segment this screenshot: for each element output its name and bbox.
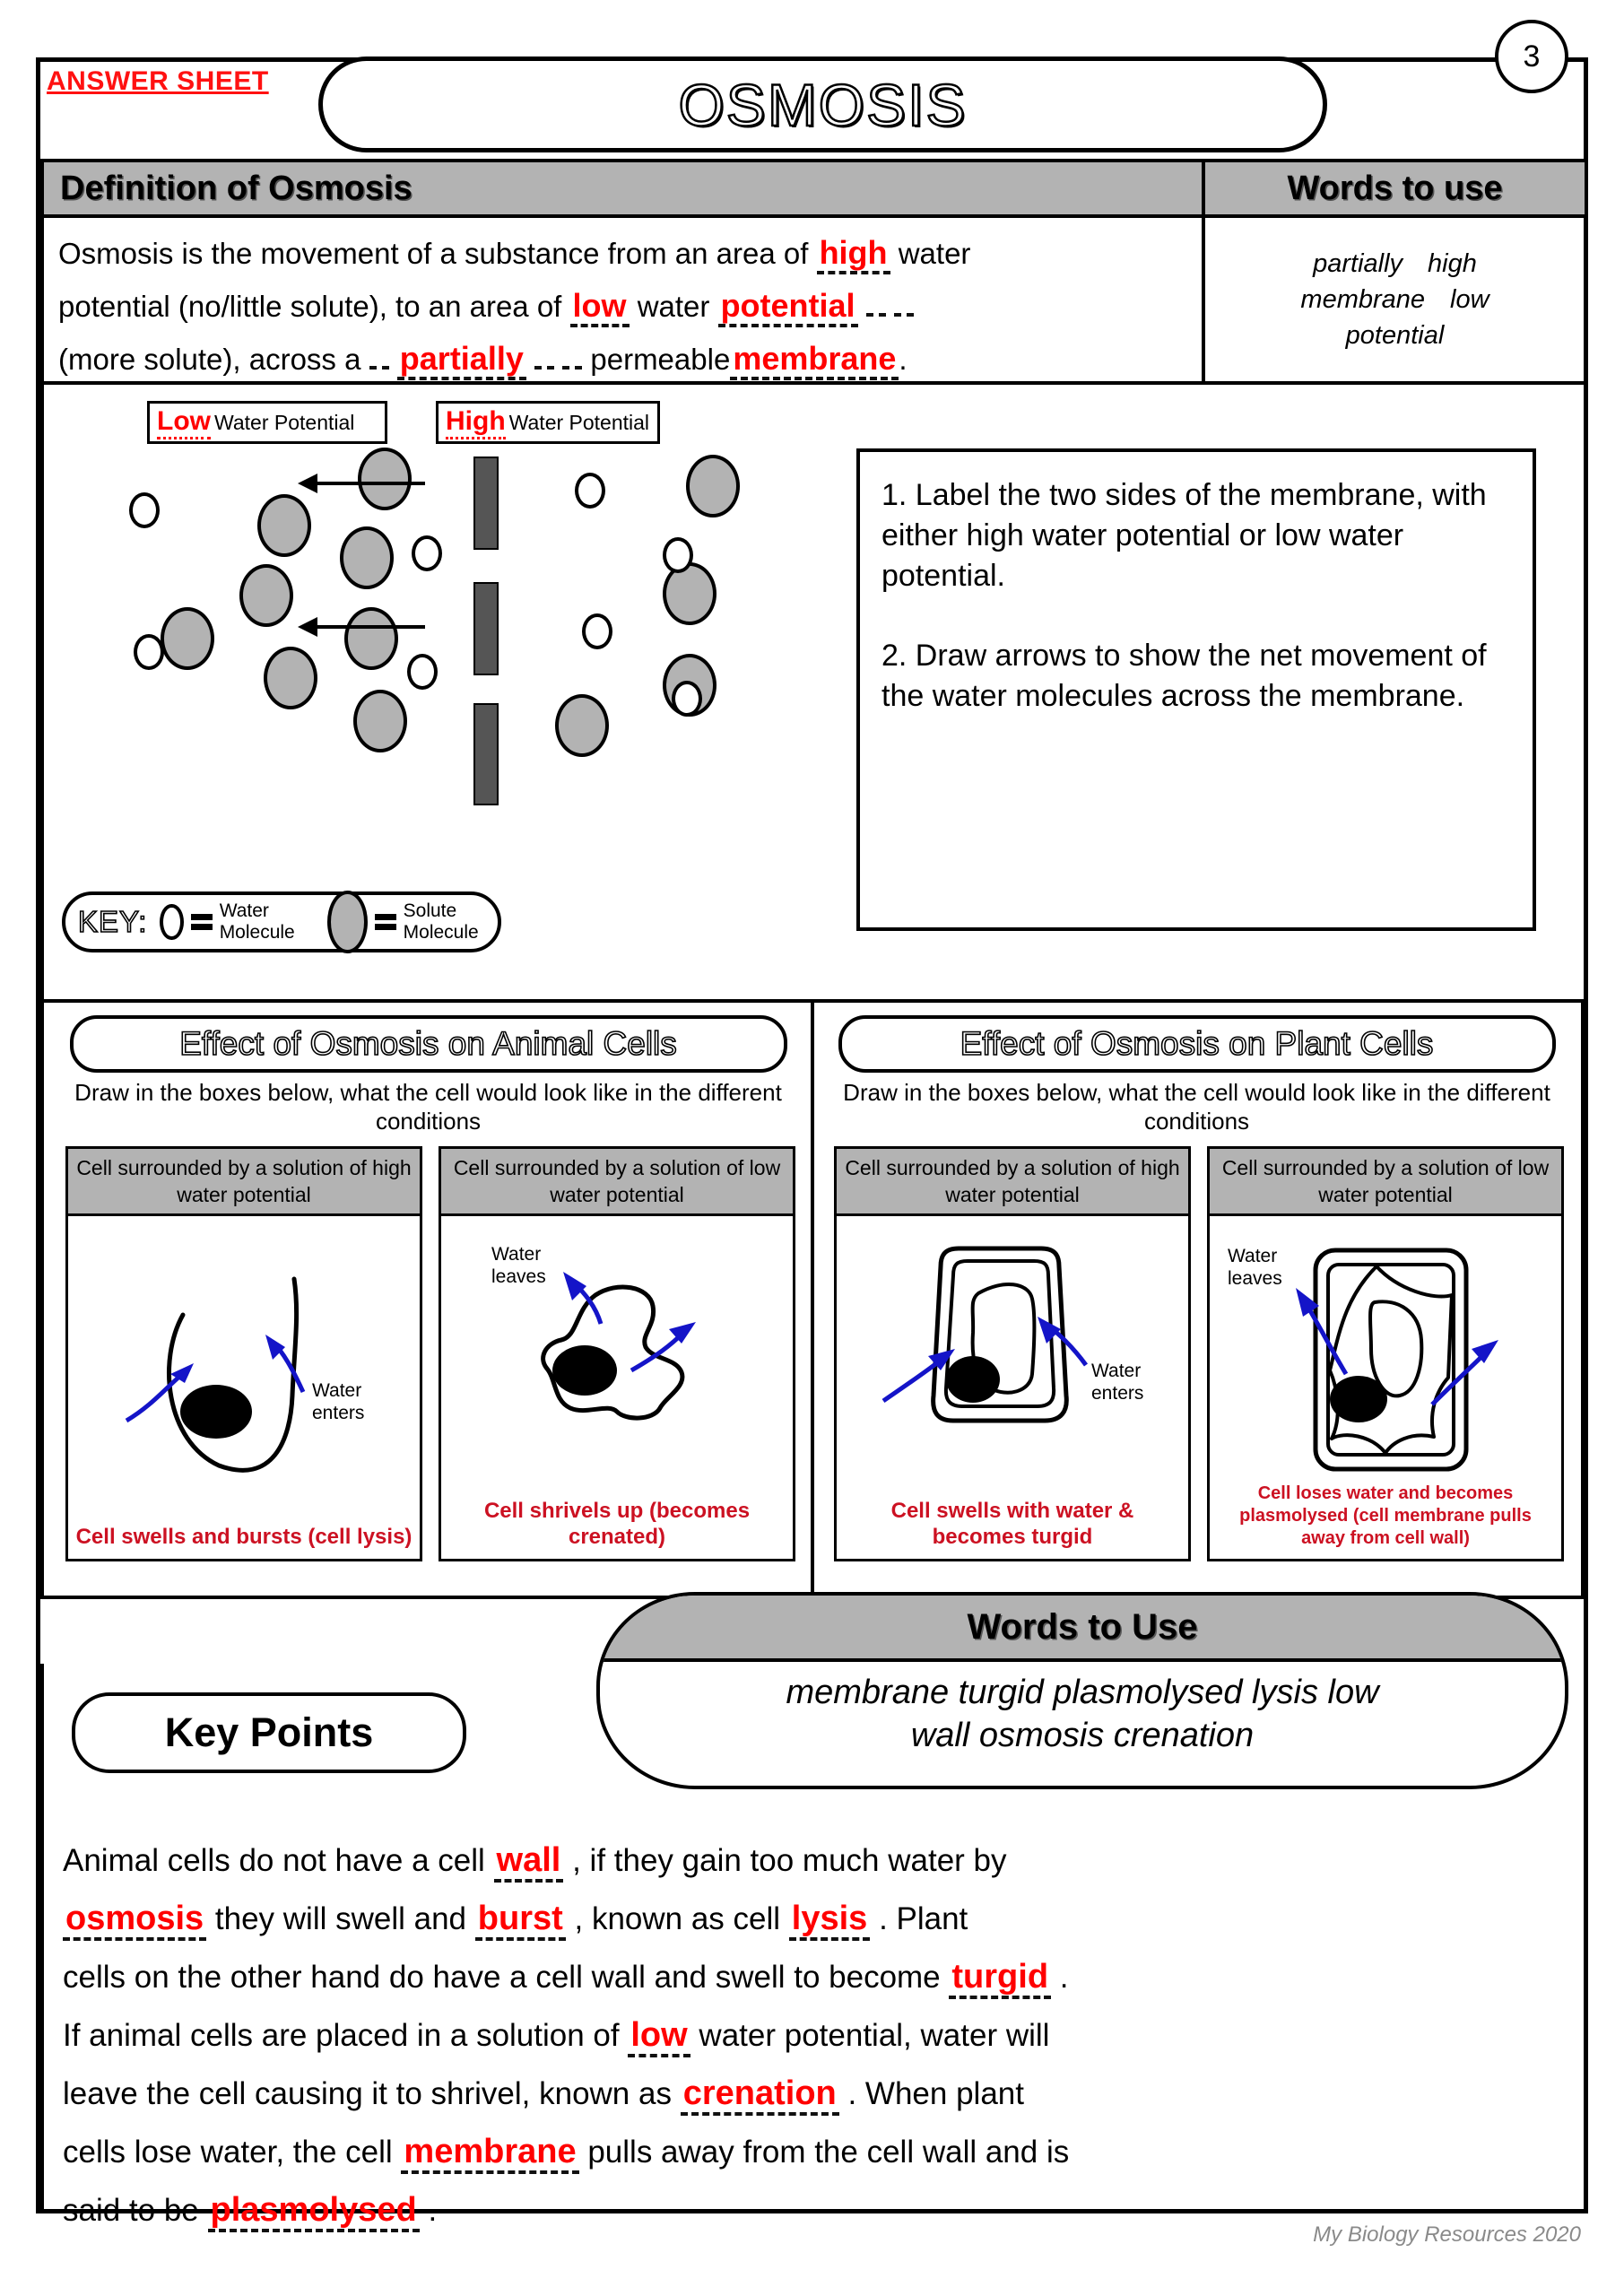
plant-box-pair xyxy=(834,1146,1564,1561)
high-answer: High xyxy=(446,406,506,439)
kp-text-6a: cells lose water, the cell xyxy=(63,2135,393,2170)
word-partially: partially xyxy=(1313,249,1403,278)
plant-water-enters-label: Water enters xyxy=(1091,1361,1144,1404)
plant-box-low-wp-drawing xyxy=(1210,1216,1561,1559)
key-points-title: Key Points xyxy=(164,1709,374,1755)
definition-text-3a: (more solute), across a xyxy=(58,343,361,376)
plant-box-high-wp-drawing xyxy=(837,1216,1188,1559)
animal-cells-section xyxy=(40,1003,814,1599)
kp-answer-osmosis: osmosis xyxy=(63,1900,206,1941)
words-to-use-heading: Words to use xyxy=(1287,169,1503,207)
animal-water-enters-label: Water enters xyxy=(312,1380,365,1423)
animal-box-low-wp-header: Cell surrounded by a solution of low water potential xyxy=(441,1149,793,1216)
membrane-segment-1 xyxy=(473,457,499,550)
kp-text-3a: cells on the other hand do have a cell wall and swell to become xyxy=(63,1960,941,1995)
animal-box-low-wp-caption: Cell shrivels up (becomes crenated) xyxy=(483,1499,751,1549)
words-bottom-row-1: membrane turgid plasmolysed lysis low xyxy=(786,1674,1379,1711)
plant-box-high-wp-caption: Cell swells with water & becomes turgid xyxy=(890,1499,1134,1549)
solute-molecule xyxy=(161,607,214,670)
definition-text-1b: water xyxy=(898,237,971,270)
key-points-title-pill xyxy=(72,1692,466,1773)
definition-heading-band xyxy=(40,159,1205,218)
definition-answer-membrane: membrane xyxy=(730,340,899,380)
kp-text-1b: , if they gain too much water by xyxy=(572,1843,1007,1878)
animal-box-high-wp-caption: Cell swells and bursts (cell lysis) xyxy=(75,1525,413,1549)
solute-molecule xyxy=(555,694,609,757)
key-label: KEY: xyxy=(78,905,148,938)
kp-text-3b: . xyxy=(1059,1960,1069,1995)
kp-answer-plasmolysed: plasmolysed xyxy=(208,2191,420,2232)
solute-molecule xyxy=(353,690,407,752)
definition-line-2 xyxy=(58,280,1187,333)
plant-section-title-pill xyxy=(838,1015,1556,1073)
word-high: high xyxy=(1428,249,1477,278)
net-movement-arrow-2-head xyxy=(298,617,317,637)
animal-section-subtitle: Draw in the boxes below, what the cell would look like in the different conditions xyxy=(74,1079,782,1135)
kp-text-4a: If animal cells are placed in a solution of xyxy=(63,2018,620,2053)
definition-text-1a: Osmosis is the movement of a substance from an area of xyxy=(58,237,809,270)
high-label-text: Water Potential xyxy=(508,411,650,434)
words-to-use-bottom-list xyxy=(600,1662,1565,1757)
water-molecule xyxy=(412,535,442,571)
net-movement-arrow-1 xyxy=(317,482,425,485)
key-points-line-1 xyxy=(63,1831,1578,1890)
definition-blank-d xyxy=(534,366,554,370)
words-row-3 xyxy=(1346,317,1445,353)
definition-answer-partially: partially xyxy=(397,340,526,380)
instruction-1: 1. Label the two sides of the membrane, with either high water potential or low water potential. xyxy=(881,478,1487,593)
animal-section-title-pill xyxy=(70,1015,787,1073)
net-movement-arrow-1-head xyxy=(298,474,317,493)
kp-text-4b: water potential, water will xyxy=(699,2018,1050,2053)
words-to-use-bottom-heading-bar xyxy=(600,1596,1565,1662)
low-answer: Low xyxy=(157,406,211,439)
plant-box-high-wp-header: Cell surrounded by a solution of high water potential xyxy=(837,1149,1188,1216)
water-molecule xyxy=(582,613,612,649)
kp-text-5a: leave the cell causing it to shrivel, known as xyxy=(63,2076,672,2111)
key-solute-swatch xyxy=(327,891,368,953)
solute-molecule xyxy=(344,607,398,670)
kp-answer-low: low xyxy=(628,2016,690,2057)
cell-effects-row xyxy=(40,1003,1588,1599)
animal-box-high-wp-header: Cell surrounded by a solution of high water potential xyxy=(68,1149,420,1216)
kp-text-2b: , known as cell xyxy=(574,1901,781,1936)
definition-blank-e xyxy=(562,366,582,370)
plant-box-low-wp xyxy=(1207,1146,1564,1561)
solute-molecule xyxy=(340,526,394,589)
instruction-2: 2. Draw arrows to show the net movement of the water molecules across the membrane. xyxy=(881,639,1487,713)
definition-text-3b: permeable xyxy=(590,343,731,376)
membrane-segment-2 xyxy=(473,582,499,675)
solute-molecule xyxy=(686,455,740,517)
definition-blank-b xyxy=(894,313,914,317)
words-bottom-row-2: wall osmosis crenation xyxy=(910,1717,1255,1754)
solute-molecule xyxy=(239,564,293,627)
definition-body xyxy=(40,218,1205,385)
definition-text-2b: water xyxy=(637,290,710,323)
plant-cell-turgid-svg xyxy=(837,1216,1194,1485)
page-title: OSMOSIS xyxy=(678,71,968,138)
plant-box-low-wp-header: Cell surrounded by a solution of low water potential xyxy=(1210,1149,1561,1216)
definition-blank-c xyxy=(369,366,389,370)
kp-text-2a: they will swell and xyxy=(214,1901,467,1936)
water-molecule xyxy=(129,492,160,528)
title-banner xyxy=(318,57,1327,152)
plant-box-low-wp-caption: Cell loses water and becomes plasmolysed (cell membrane pulls away from cell wall) xyxy=(1239,1483,1532,1548)
key-points-line-2 xyxy=(63,1890,1578,1948)
words-row-2 xyxy=(1300,282,1489,317)
kp-answer-turgid: turgid xyxy=(949,1958,1051,1999)
solute-molecule xyxy=(257,494,311,557)
water-molecule xyxy=(672,681,702,717)
page-number-badge: 3 xyxy=(1495,20,1568,93)
plant-section-subtitle: Draw in the boxes below, what the cell would look like in the different conditions xyxy=(843,1079,1550,1135)
kp-answer-wall: wall xyxy=(494,1841,564,1883)
plant-cells-section xyxy=(811,1003,1585,1599)
definition-heading: Definition of Osmosis xyxy=(60,169,413,207)
plant-box-high-wp xyxy=(834,1146,1191,1561)
solute-molecule xyxy=(264,647,317,709)
definition-text-3c: . xyxy=(899,343,908,376)
equals-icon xyxy=(375,910,396,934)
key-water-label: Water Molecule xyxy=(219,900,295,943)
label-high-water-potential xyxy=(436,401,660,444)
water-molecule xyxy=(407,654,438,690)
definition-line-1 xyxy=(58,227,1187,280)
kp-text-6b: pulls away from the cell wall and is xyxy=(587,2135,1070,2170)
animal-section-title: Effect of Osmosis on Animal Cells xyxy=(179,1025,677,1062)
kp-answer-lysis: lysis xyxy=(789,1900,871,1941)
animal-box-high-wp-drawing xyxy=(68,1216,420,1559)
plant-water-leaves-label: Water leaves xyxy=(1228,1246,1282,1289)
kp-text-7b: . xyxy=(428,2193,438,2228)
membrane-segment-3 xyxy=(473,703,499,805)
word-potential: potential xyxy=(1345,321,1445,350)
key-points-line-5 xyxy=(63,2065,1578,2123)
words-to-use-top-list xyxy=(1205,218,1588,385)
animal-cell-swollen-svg xyxy=(68,1216,425,1503)
kp-text-2c: . Plant xyxy=(879,1901,968,1936)
kp-answer-membrane: membrane xyxy=(401,2133,578,2174)
kp-text-5b: . When plant xyxy=(847,2076,1024,2111)
words-to-use-bottom-heading: Words to Use xyxy=(967,1606,1198,1647)
water-molecule xyxy=(663,537,693,573)
answer-sheet-label: ANSWER SHEET xyxy=(47,66,269,96)
low-label-text: Water Potential xyxy=(214,411,355,434)
definition-blank-a xyxy=(866,313,886,317)
kp-text-7a: said to be xyxy=(63,2193,199,2228)
animal-box-pair xyxy=(65,1146,795,1561)
word-membrane: membrane xyxy=(1300,285,1426,314)
kp-answer-burst: burst xyxy=(475,1900,566,1941)
key-water-swatch xyxy=(160,904,183,940)
definition-answer-low: low xyxy=(570,287,630,327)
definition-answer-high: high xyxy=(817,234,890,274)
animal-box-high-wp xyxy=(65,1146,422,1561)
words-to-use-heading-band xyxy=(1205,159,1588,218)
key-points-line-6 xyxy=(63,2123,1578,2181)
plant-section-title: Effect of Osmosis on Plant Cells xyxy=(960,1025,1434,1062)
label-low-water-potential xyxy=(147,401,387,444)
instructions-panel xyxy=(856,448,1536,931)
words-row-1 xyxy=(1313,246,1477,282)
definition-text-2a: potential (no/little solute), to an area of xyxy=(58,290,562,323)
footer-credit: My Biology Resources 2020 xyxy=(1313,2222,1581,2247)
water-molecule xyxy=(134,634,164,670)
kp-answer-crenation: crenation xyxy=(681,2074,839,2116)
definition-answer-potential: potential xyxy=(718,287,858,327)
key-points-line-4 xyxy=(63,2006,1578,2065)
word-low: low xyxy=(1450,285,1489,314)
kp-text-1a: Animal cells do not have a cell xyxy=(63,1843,485,1878)
key-points-body xyxy=(63,1831,1578,2239)
words-to-use-bottom-banner xyxy=(596,1592,1568,1789)
equals-icon xyxy=(191,910,213,934)
water-molecule xyxy=(575,473,605,509)
key-points-line-3 xyxy=(63,1948,1578,2006)
diagram-key xyxy=(62,891,501,952)
net-movement-arrow-2 xyxy=(317,625,425,629)
key-solute-label: Solute Molecule xyxy=(403,900,479,943)
animal-box-low-wp xyxy=(439,1146,795,1561)
solute-molecule xyxy=(358,448,412,510)
animal-water-leaves-label: Water leaves xyxy=(491,1244,546,1287)
animal-box-low-wp-drawing xyxy=(441,1216,793,1559)
solute-molecule xyxy=(663,562,716,625)
definition-line-3 xyxy=(58,333,1187,386)
